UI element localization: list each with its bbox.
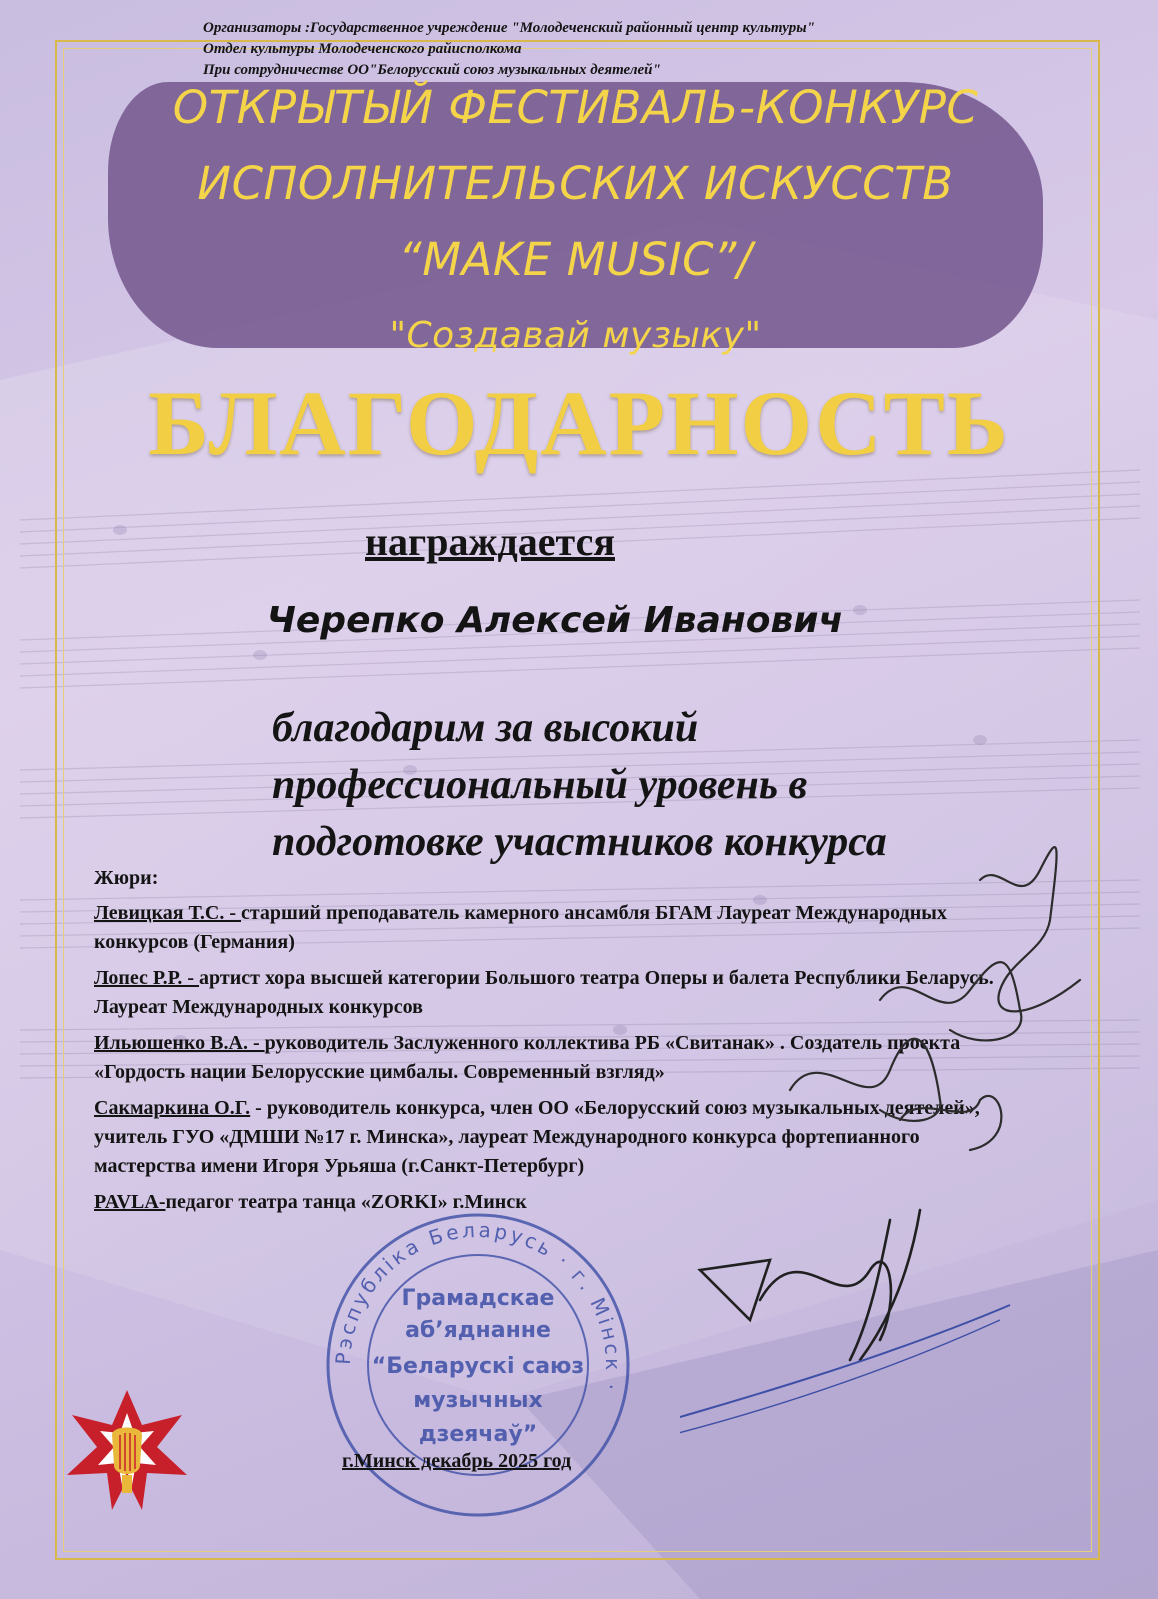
festival-line-4: "Создавай музыку" (389, 315, 762, 356)
issue-date: г.Минск декабрь 2025 год (342, 1450, 572, 1472)
festival-line-2: ИСПОЛНИТЕЛЬСКИХ ИСКУССТВ (197, 157, 954, 210)
jury-member-name: Лопес Р.Р. - (94, 967, 200, 989)
jury-member-name: Ильюшенко В.А. - (94, 1032, 265, 1054)
stamp-center-line: дзеячаў” (418, 1422, 538, 1447)
organizer-line-3: При сотрудничестве ОО"Белорусский союз музыкальных деятелей" (203, 62, 661, 78)
stamp-ring-text: Рэспубліка Беларусь · г. Мінск · (330, 1217, 626, 1396)
festival-title (108, 70, 1043, 374)
jury-member-name: Сакмаркина О.Г. (94, 1097, 251, 1119)
jury-member-description: - руководитель конкурса, член ОО «Белорусский союз музыкальных деятелей», учитель ГУО «ДМШИ №17 г. Минска», лауреат Международного конкурса фортепианного мастерства имени Игоря Урьяша (г.Санкт-Петербург) (94, 1097, 980, 1177)
jury-member-description: артист хора высшей категории Большого театра Оперы и балета Республики Беларусь. Лауреат Международных конкурсов (94, 967, 994, 1018)
certificate-title: БЛАГОДАРНОСТЬ (148, 372, 1010, 474)
jury-heading: Жюри: (94, 867, 159, 889)
jury-member-description: старший преподаватель камерного ансамбля БГАМ Лауреат Международных конкурсов (Германия) (94, 902, 947, 953)
organizer-line-2: Отдел культуры Молодеченского райисполкома (203, 41, 522, 57)
jury-member-name: PAVLA- (94, 1191, 166, 1213)
stamp-center-line: музычных (413, 1388, 543, 1413)
jury-member-description: педагог театра танца «ZORKI» г.Минск (165, 1191, 527, 1213)
stamp-center-line: Грамадскае (401, 1286, 555, 1311)
stamp-center-line: аб’яднанне (405, 1318, 551, 1343)
organization-stamp (318, 1205, 638, 1525)
thanks-line-1: благодарим за высокий (272, 705, 699, 751)
festival-line-3: “MAKE MUSIC”/ (398, 233, 753, 286)
organizer-line-1: Организаторы :Государственное учреждение "Молодеченский районный центр культуры" (203, 20, 815, 36)
awarded-label: награждается (365, 519, 615, 564)
thanks-line-2: профессиональный уровень в (272, 762, 808, 808)
festival-line-1: ОТКРЫТЫЙ ФЕСТИВАЛЬ-КОНКУРС (172, 81, 979, 134)
jury-member-description: руководитель Заслуженного коллектива РБ «Свитанак» . Создатель проекта «Гордость нации Белорусские цимбалы. Современный взгляд» (94, 1032, 961, 1083)
thanks-line-3: подготовке участников конкурса (272, 819, 887, 865)
jury-member-name: Левицкая Т.С. - (94, 902, 241, 924)
stamp-center-line: “Беларускі саюз (371, 1354, 585, 1379)
signatures (680, 800, 1120, 1500)
recipient-name: Черепко Алексей Иванович (266, 600, 844, 641)
union-emblem-icon (62, 1385, 192, 1515)
